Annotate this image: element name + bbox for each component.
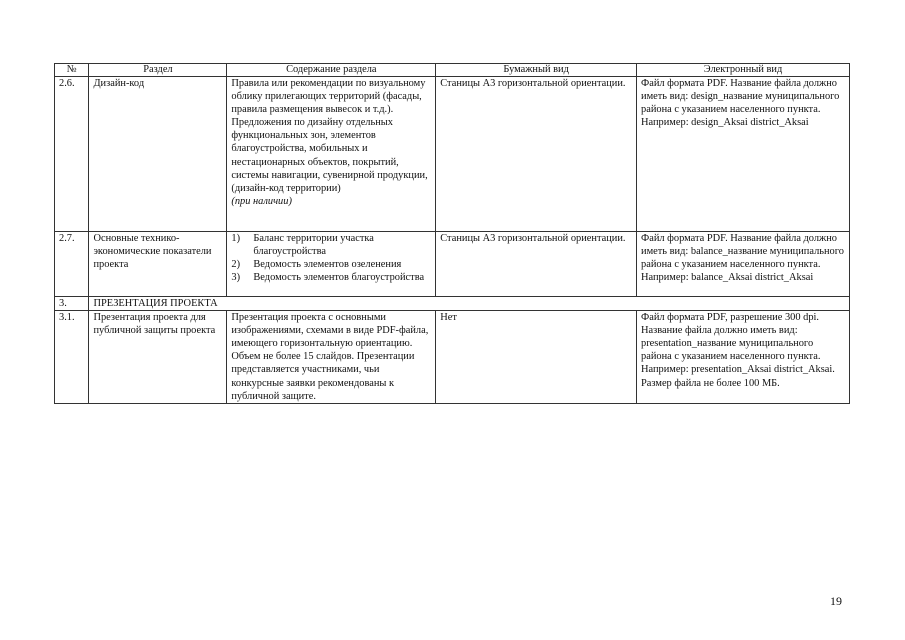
cell-content xyxy=(227,232,436,297)
cell-content xyxy=(227,77,436,232)
cell-number: 2.7. xyxy=(55,232,89,297)
cell-electronic xyxy=(637,311,850,404)
header-paper: Бумажный вид xyxy=(436,64,637,77)
list-item xyxy=(231,271,431,284)
header-number: № xyxy=(55,64,89,77)
content-text: Правила или рекомендации по визуальному облику прилегающих территорий (фасады, правила размещения вывесок и т.д.). Предложения по дизайну отдельных функциональных зон, элементов благоустройства, мобильных и нестационарных объектов, покрытий, системы навигации, сувенирной продукции, (дизайн-код территории) xyxy=(231,78,428,194)
content-list xyxy=(231,232,431,284)
table-row-2-7 xyxy=(55,232,850,297)
cell-number: 3.1. xyxy=(55,311,89,404)
cell-content: Презентация проекта с основными изображениями, схемами в виде PDF-файла, имеющего горизонтальную ориентацию. Объем не более 15 слайдов. Презентации представляется участниками, чьи конкурсные заявки рекомендованы к публичной защите. xyxy=(227,311,436,404)
header-content: Содержание раздела xyxy=(227,64,436,77)
header-section: Раздел xyxy=(89,64,227,77)
list-item xyxy=(231,232,431,258)
list-item-text: Баланс территории участка благоустройства xyxy=(253,233,374,258)
list-marker: 1) xyxy=(231,233,241,244)
cell-section: Основные технико-экономические показатели проекта xyxy=(89,232,227,297)
list-marker: 2) xyxy=(231,259,241,271)
cell-paper: Станицы А3 горизонтальной ориентации. xyxy=(436,232,637,297)
table-row-2-6 xyxy=(55,77,850,232)
cell-paper: Нет xyxy=(436,311,637,404)
cell-section: Презентация проекта для публичной защиты проекта xyxy=(89,311,227,404)
document-table xyxy=(54,63,850,404)
list-item xyxy=(231,258,431,271)
list-item-text: Ведомость элементов благоустройства xyxy=(253,272,425,284)
page-number: 19 xyxy=(830,594,842,608)
table-row-3-1 xyxy=(55,311,850,404)
table-header-row xyxy=(55,64,850,77)
list-item-text: Ведомость элементов озеленения xyxy=(253,259,402,271)
electronic-text: Файл формата PDF, разрешение 300 dpi. Название файла должно иметь вид: presentation_название муниципального района с указанием населенного пункта. Например: presentation_Aksai district_Aksai. xyxy=(641,312,835,376)
cell-section: Дизайн-код xyxy=(89,77,227,232)
list-marker: 3) xyxy=(231,272,241,284)
table-row-3-section-heading xyxy=(55,297,850,311)
section-heading: ПРЕЗЕНТАЦИЯ ПРОЕКТА xyxy=(89,297,850,311)
content-note: (при наличии) xyxy=(231,195,292,207)
electronic-note: Размер файла не более 100 МБ. xyxy=(641,377,780,389)
cell-number: 2.6. xyxy=(55,77,89,232)
cell-paper: Станицы А3 горизонтальной ориентации. xyxy=(436,77,637,232)
header-electronic: Электронный вид xyxy=(637,64,850,77)
cell-number: 3. xyxy=(55,297,89,311)
cell-electronic: Файл формата PDF. Название файла должно иметь вид: design_название муниципального района с указанием населенного пункта. Например: design_Aksai district_Aksai xyxy=(637,77,850,232)
cell-electronic: Файл формата PDF. Название файла должно иметь вид: balance_название муниципального района с указанием населенного пункта. Например: balance_Aksai district_Aksai xyxy=(637,232,850,297)
